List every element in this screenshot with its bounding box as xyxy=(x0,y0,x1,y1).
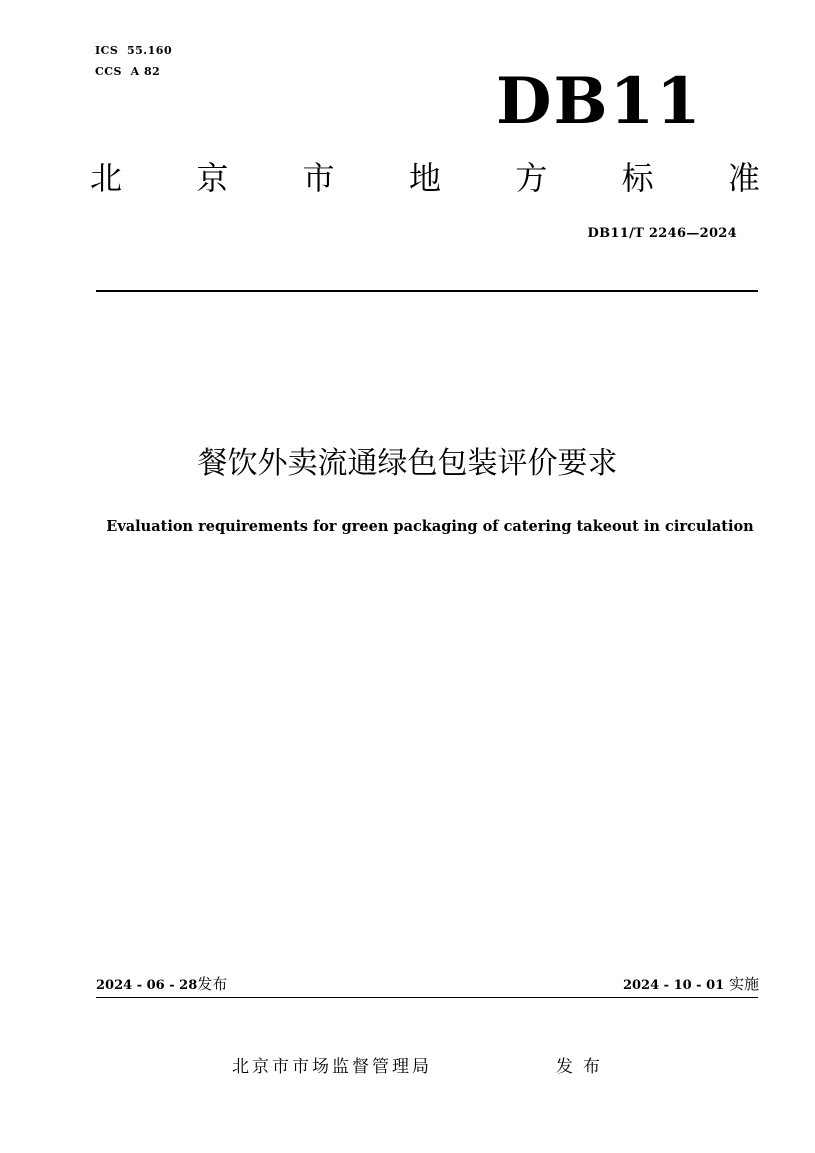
standard-type-char: 准 xyxy=(727,159,760,197)
ics-code: ICS 55.160 xyxy=(95,44,173,57)
classification-codes xyxy=(95,40,172,82)
implementation-date xyxy=(623,973,759,997)
standard-type-char: 标 xyxy=(621,159,654,197)
implementation-date-label: 实施 xyxy=(728,975,759,993)
standard-type-char: 京 xyxy=(196,159,229,197)
standard-type xyxy=(90,156,760,200)
publisher: 北京市市场监督管理局 xyxy=(232,1057,432,1077)
standard-type-char: 方 xyxy=(515,159,548,197)
standard-type-char: 市 xyxy=(302,159,335,197)
standard-type-char: 北 xyxy=(90,159,123,197)
issue-date-value: 2024 - 06 - 28 xyxy=(96,978,198,993)
title-chinese: 餐饮外卖流通绿色包装评价要求 xyxy=(197,446,618,481)
issue-date xyxy=(96,973,227,997)
implementation-date-value: 2024 - 10 - 01 xyxy=(622,978,725,993)
footer-divider xyxy=(96,997,758,998)
standard-type-char: 地 xyxy=(408,159,441,197)
db-mark: DB11 xyxy=(496,64,703,139)
standard-number: DB11/T 2246—2024 xyxy=(587,226,737,241)
issue-date-label: 发布 xyxy=(197,975,228,993)
publish-word: 发布 xyxy=(556,1057,610,1077)
ccs-code: CCS A 82 xyxy=(95,65,161,78)
title-english: Evaluation requirements for green packaging of catering takeout in circulation xyxy=(106,518,754,535)
header-divider xyxy=(96,290,758,292)
